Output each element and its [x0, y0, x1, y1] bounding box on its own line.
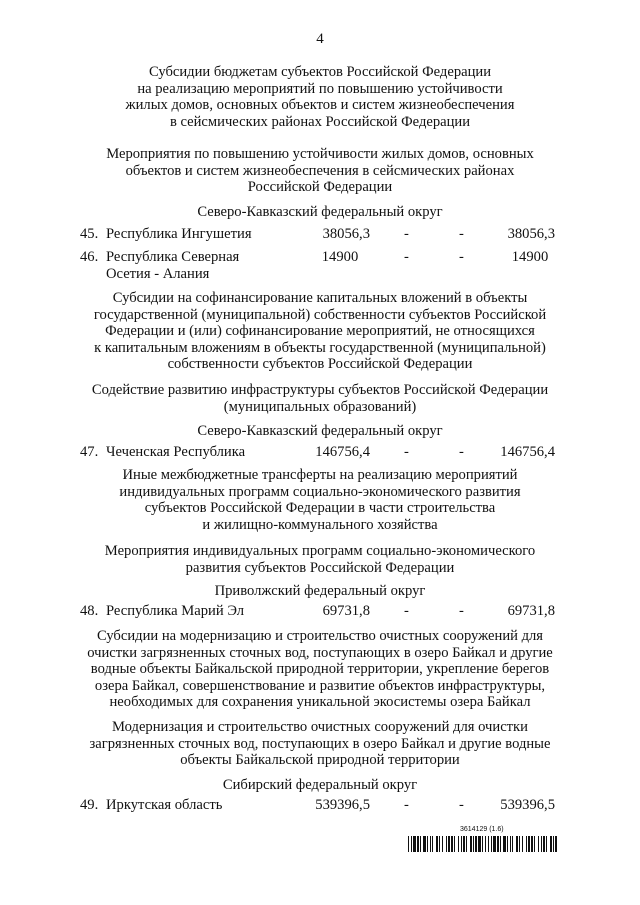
barcode-bar: [461, 836, 462, 852]
barcode-bar: [488, 836, 489, 852]
barcode-bar: [526, 836, 527, 852]
barcode-bar: [538, 836, 539, 852]
barcode-bar: [454, 836, 455, 852]
district-heading-siberian: Сибирский федеральный округ: [222, 777, 418, 793]
barcode-bar: [458, 836, 459, 852]
document-page: 4 Субсидии бюджетам субъектов Российской Федерации на реализацию мероприятий по повышению устойчивости жилых домов, основных объектов и систем жизнеобеспечения в сейсмических районах Российской Федерации Мероприятия по повышению устойчивости жилых домов, основных объектов и систем жизнеобеспечения в сейсмических районах Российской Федерации Северо-Кавказский федеральный округ 45. Республика Ингушетия 38056,3 - - 38056,3 46. Республика Северная 14900 - - 14900 Осетия - Алания Субсидии на софинансирование капитальных вложений в объекты государственной (муниципальной) собственности субъектов Российской Федерации и (или) софинансирование мероприятий, не относящихся к капитальным вложениям в объекты государственной (муниципальной) собственности субъектов Российской Федерации Содействие развитию инфраструктуры субъектов Российской Федерации (муниципальных образований) Северо-Кавказский федеральный округ 47. Чеченская Республика 146756,4 - - 146756,4 Иные межбюджетные трансферты на реализацию мероприятий индивидуальных программ социально-экономического развития субъектов Российской Федерации в части строительства и жилищно-коммунального хозяйства Мероприятия индивидуальных программ социально-экономического развития субъектов Российской Федерации Приволжский федеральный округ 48. Республика Марий Эл 69731,8 - - 69731,8 Субсидии на модернизацию и строительство очистных сооружений для очистки загрязненных сточных вод, поступающих в озеро Байкал и другие водные объекты Байкальской природной территории, укрепление берегов озера Байкал, совершенствование и развитие объектов инфраструктуры, необходимых для сохранения уникальной экосистемы озера Байкал Модернизация и строительство очистных сооружений для очистки загрязненных сточных вод, поступающих в озеро Байкал и другие водные объекты Байкальской природной территории Сибирский федеральный округ 49. Иркутская область 539396,5 - - 539396,5 3614129 (1.6): [0, 0, 640, 905]
barcode: [408, 836, 558, 852]
barcode-bar: [543, 836, 545, 852]
barcode-bar: [436, 836, 438, 852]
barcode-bar: [463, 836, 465, 852]
barcode-bar: [512, 836, 513, 852]
barcode-bar: [491, 836, 492, 852]
barcode-bar: [553, 836, 554, 852]
barcode-bar: [473, 836, 474, 852]
barcode-bar: [507, 836, 508, 852]
barcode-bar: [555, 836, 557, 852]
barcode-bar: [439, 836, 440, 852]
section-heading-seismic-subsidies: Субсидии бюджетам субъектов Российской Федерации на реализацию мероприятий по повышению устойчивости жилых домов, основных объектов и систем жизнеобеспечения в сейсмических районах Российской Федерации: [125, 64, 515, 130]
barcode-bar: [546, 836, 547, 852]
barcode-bar: [417, 836, 419, 852]
subsection-heading-individual-programs: Мероприятия индивидуальных программ социально-экономического развития субъектов Российской Федерации: [104, 543, 536, 576]
section-heading-baikal-subsidies: Субсидии на модернизацию и строительство очистных сооружений для очистки загрязненных сточных вод, поступающих в озеро Байкал и другие водные объекты Байкальской природной территории, укрепление берегов озера Байкал, совершенствование и развитие объектов инфраструктуры, необходимых для сохранения уникальной экосистемы озера Байкал: [87, 628, 553, 711]
barcode-bar: [528, 836, 530, 852]
subsection-heading-seismic-measures: Мероприятия по повышению устойчивости жилых домов, основных объектов и систем жизнеобеспечения в сейсмических районах Российской Федерации: [106, 146, 534, 196]
barcode-bar: [408, 836, 409, 852]
barcode-bar: [534, 836, 535, 852]
section-heading-other-transfers: Иные межбюджетные трансферты на реализацию мероприятий индивидуальных программ социально-экономического развития субъектов Российской Федерации в части строительства и жилищно-коммунального хозяйства: [119, 467, 521, 533]
barcode-bar: [497, 836, 499, 852]
barcode-bar: [510, 836, 511, 852]
barcode-bar: [411, 836, 412, 852]
barcode-bar: [531, 836, 533, 852]
barcode-number: 3614129 (1.6): [460, 826, 504, 833]
barcode-bar: [485, 836, 486, 852]
barcode-bar: [482, 836, 483, 852]
barcode-bar: [541, 836, 542, 852]
barcode-bar: [451, 836, 453, 852]
barcode-bar: [420, 836, 421, 852]
barcode-bar: [448, 836, 450, 852]
barcode-bar: [470, 836, 472, 852]
district-heading-north-caucasus: Северо-Кавказский федеральный округ: [197, 204, 443, 220]
barcode-bar: [550, 836, 552, 852]
barcode-bar: [516, 836, 518, 852]
barcode-bar: [475, 836, 477, 852]
barcode-bar: [519, 836, 520, 852]
barcode-bar: [413, 836, 416, 852]
barcode-bar: [427, 836, 428, 852]
subsection-heading-infrastructure: Содействие развитию инфраструктуры субъектов Российской Федерации (муниципальных образований): [91, 382, 549, 415]
section-heading-capital-cofinancing: Субсидии на софинансирование капитальных вложений в объекты государственной (муниципальной) собственности субъектов Российской Федерации и (или) софинансирование мероприятий, не относящихся к капитальным вложениям в объекты государственной (муниципальной) собственности субъектов Российской Федерации: [93, 290, 547, 373]
district-heading-volga: Приволжский федеральный округ: [214, 583, 426, 599]
district-heading-north-caucasus-2: Северо-Кавказский федеральный округ: [197, 423, 443, 439]
barcode-bar: [446, 836, 447, 852]
page-number: 4: [316, 31, 324, 47]
barcode-bar: [478, 836, 481, 852]
barcode-bar: [442, 836, 443, 852]
barcode-bar: [423, 836, 426, 852]
barcode-bar: [503, 836, 506, 852]
barcode-bar: [430, 836, 431, 852]
barcode-bar: [522, 836, 523, 852]
barcode-bar: [466, 836, 467, 852]
barcode-bar: [493, 836, 496, 852]
barcode-bar: [432, 836, 433, 852]
subsection-heading-baikal-treatment: Модернизация и строительство очистных сооружений для очистки загрязненных сточных вод, поступающих в озеро Байкал и другие водные объекты Байкальской природной территории: [89, 719, 551, 769]
barcode-bar: [500, 836, 501, 852]
